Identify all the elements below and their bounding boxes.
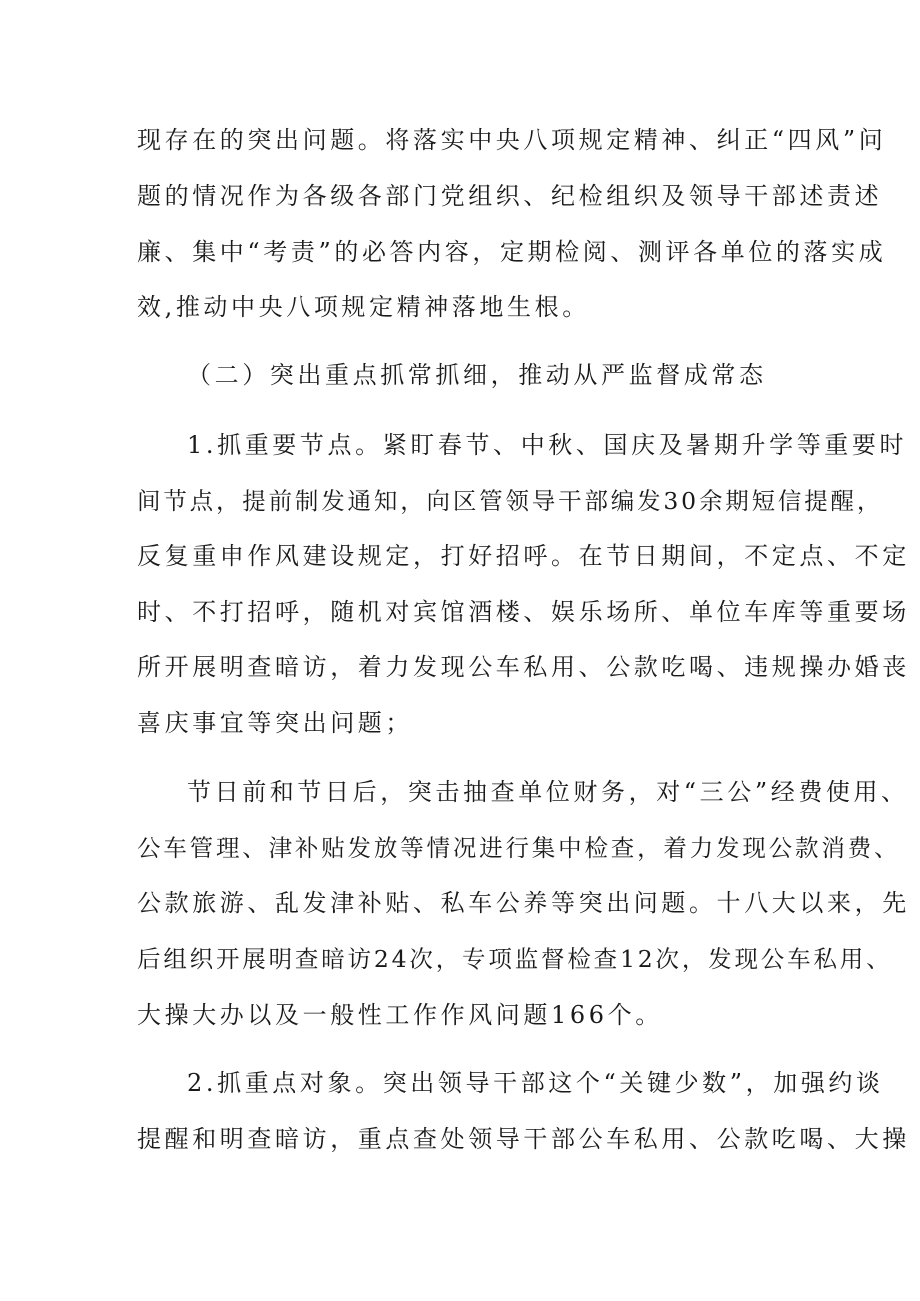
text-line: 反复重申作风建设规定，打好招呼。在节日期间，不定点、不定 [137,542,910,570]
text-line: 现存在的突出问题。将落实中央八项规定精神、纠正“四风”问 [137,126,887,154]
text-line: 喜庆事宜等突出问题； [137,709,413,737]
text-line: 间节点，提前制发通知，向区管领导干部编发30余期短信提醒， [137,487,884,515]
text-line: 1.抓重要节点。紧盯春节、中秋、国庆及暑期升学等重要时 [187,431,908,459]
text-line: 公车管理、津补贴发放等情况进行集中检查，着力发现公款消费、 [137,834,901,862]
text-line: 后组织开展明查暗访24次，专项监督检查12次，发现公车私用、 [137,945,893,973]
section-heading: （二）突出重点抓常抓细，推动从严监督成常态 [187,361,767,389]
text-line: 2.抓重点对象。突出领导干部这个“关键少数”，加强约谈 [187,1069,884,1097]
text-line: 廉、集中“考责”的必答内容，定期检阅、测评各单位的落实成 [137,238,887,266]
text-line: 节日前和节日后，突击抽查单位财务，对“三公”经费使用、 [187,778,909,806]
text-line: 效,推动中央八项规定精神落地生根。 [137,293,590,321]
text-line: 大操大办以及一般性工作作风问题166个。 [137,1001,663,1029]
text-line: 提醒和明查暗访，重点查处领导干部公车私用、公款吃喝、大操 [137,1125,910,1153]
text-line: 所开展明查暗访，着力发现公车私用、公款吃喝、违规操办婚丧 [137,653,910,681]
text-line: 时、不打招呼，随机对宾馆酒楼、娱乐场所、单位车库等重要场 [137,598,910,626]
text-line: 题的情况作为各级各部门党组织、纪检组织及领导干部述责述 [137,182,883,210]
text-line: 公款旅游、乱发津补贴、私车公养等突出问题。十八大以来，先 [137,889,910,917]
